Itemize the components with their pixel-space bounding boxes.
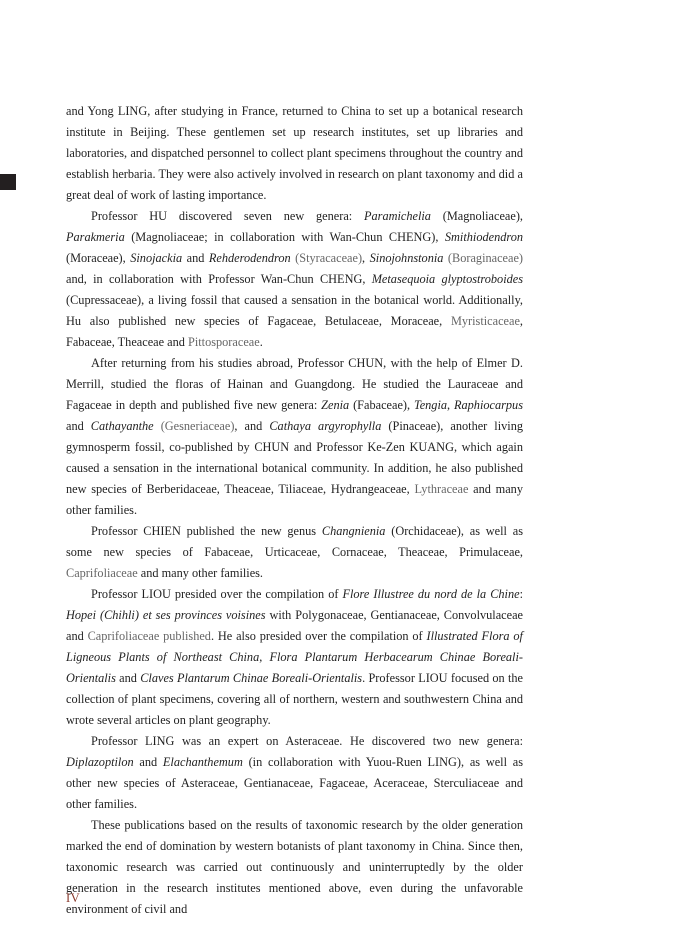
paragraph-6 (66, 731, 523, 815)
paragraph-3 (66, 353, 523, 521)
family-name: Pittosporaceae (187, 335, 260, 349)
genus-name: Diplazoptilon (66, 755, 134, 769)
text: (Orchidaceae), as well as some new species of Fabaceae, Urticaceae, Cornaceae, Theaceae, Primulaceae, (66, 524, 524, 559)
text: (Magnoliaceae), (430, 209, 523, 223)
book-title: Flora Plantarum Herbacearum Chinae Boreali-Orientalis (66, 650, 523, 685)
text: with Polygonaceae, Gentianaceae, Convolvulaceae and (66, 608, 523, 643)
family-name: (Boraginaceae) (447, 251, 524, 265)
text: and Yong LING, after studying in France, returned to China to set up a botanical research institute in Beijing. These gentlemen set up research institutes, set up libraries and laboratories, and dispatched personnel to collect plant specimens throughout the country and establish herbaria. They were also actively involved in research on plant taxonomy and did a great deal of work of lasting importance. (66, 104, 523, 202)
genus-name: Smithiodendron (444, 230, 523, 244)
text: , (259, 650, 270, 664)
text: (Magnoliaceae; in collaboration with Wan-Chun CHENG), (124, 230, 445, 244)
body-text (66, 101, 523, 920)
genus-name: Sinojackia (130, 251, 183, 265)
text: After returning from his studies abroad, Professor CHUN, with the help of Elmer D. Merrill, studied the floras of Hainan and Guangdong. He studied the Lauraceae and Fagaceae in depth and published five new genera: (66, 356, 523, 412)
text: , Fabaceae, Theaceae and (66, 314, 523, 349)
book-title: Hopei (Chihli) et ses provinces voisines (66, 608, 266, 622)
family-name: Caprifoliaceae published (87, 629, 211, 643)
chapter-tab-marker (0, 174, 16, 190)
paragraph-5 (66, 584, 523, 731)
book-title: Claves Plantarum Chinae Boreali-Orientalis (140, 671, 363, 685)
paragraph-7 (66, 815, 523, 920)
paragraph-4 (66, 521, 523, 584)
genus-name: Parakmeria (66, 230, 125, 244)
text: , (362, 251, 370, 265)
text: Professor CHIEN published the new genus (91, 524, 322, 538)
text: (Cupressaceae), a living fossil that caused a sensation in the botanical world. Additionally, Hu also published new species of Fagaceae, Betulaceae, Moraceae, (66, 293, 523, 328)
text: and, in collaboration with Professor Wan-Chun CHENG, (66, 272, 372, 286)
text: . Professor LIOU focused on the collection of plant specimens, covering all of northern, western and southwestern China and wrote several articles on plant geography. (66, 671, 524, 727)
species-name: Cathaya argyrophylla (269, 419, 382, 433)
text: and (115, 671, 141, 685)
family-name: Myristicaceae (450, 314, 520, 328)
text: (Moraceae), (66, 251, 131, 265)
text: and many other families. (137, 566, 264, 580)
text: Professor LIOU presided over the compilation of (91, 587, 343, 601)
text: and (133, 755, 163, 769)
genus-name: Zenia (321, 398, 350, 412)
family-name: Caprifoliaceae (66, 566, 138, 580)
genus-name: Changnienia (321, 524, 386, 538)
text: , (447, 398, 454, 412)
text: (Fabaceae), (349, 398, 414, 412)
species-name: Metasequoia glyptostroboides (371, 272, 524, 286)
text: and (182, 251, 209, 265)
genus-name: Sinojohnstonia (369, 251, 444, 265)
text: . (259, 335, 263, 349)
page-number: IV (66, 891, 81, 905)
text: : (519, 587, 523, 601)
family-name: (Gesneriaceae) (160, 419, 235, 433)
text: , and (234, 419, 270, 433)
genus-name: Rehderodendron (208, 251, 291, 265)
genus-name: Cathayanthe (90, 419, 154, 433)
genus-name: Raphiocarpus (454, 398, 523, 412)
text: and (66, 419, 91, 433)
family-name: (Styracaceae) (295, 251, 363, 265)
text: Professor LING was an expert on Asteraceae. He discovered two new genera: (91, 734, 523, 748)
paragraph-1 (66, 101, 523, 206)
paragraph-2 (66, 206, 523, 353)
book-title: Illustrated Flora of Ligneous Plants of Northeast China (66, 629, 523, 664)
text: and many other families. (66, 482, 523, 517)
genus-name: Tengia (413, 398, 448, 412)
text: (in collaboration with Yuou-Ruen LING), as well as other new species of Asteraceae, Gentianaceae, Fagaceae, Aceraceae, Sterculiaceae and other families. (66, 755, 523, 811)
text: Professor HU discovered seven new genera: (91, 209, 365, 223)
genus-name: Elachanthemum (162, 755, 243, 769)
text (154, 419, 161, 433)
text: These publications based on the results of taxonomic research by the older generation marked the end of domination by western botanists of plant taxonomy in China. Since then, taxonomic research was carried out continuously and uninterruptedly by the older generation in the research institutes mentioned above, even during the unfavorable environment of civil and (66, 818, 523, 916)
text: (Pinaceae), another living gymnosperm fossil, co-published by CHUN and Professor Ke-Zen KUANG, which again caused a sensation in the international botanical community. In addition, he also published new species of Berberidaceae, Theaceae, Tiliaceae, Hydrangeaceae, (66, 419, 524, 496)
family-name: Lythraceae (414, 482, 469, 496)
text: . He also presided over the compilation of (210, 629, 427, 643)
book-title: Flore Illustree du nord de la Chine (342, 587, 520, 601)
genus-name: Paramichelia (364, 209, 431, 223)
